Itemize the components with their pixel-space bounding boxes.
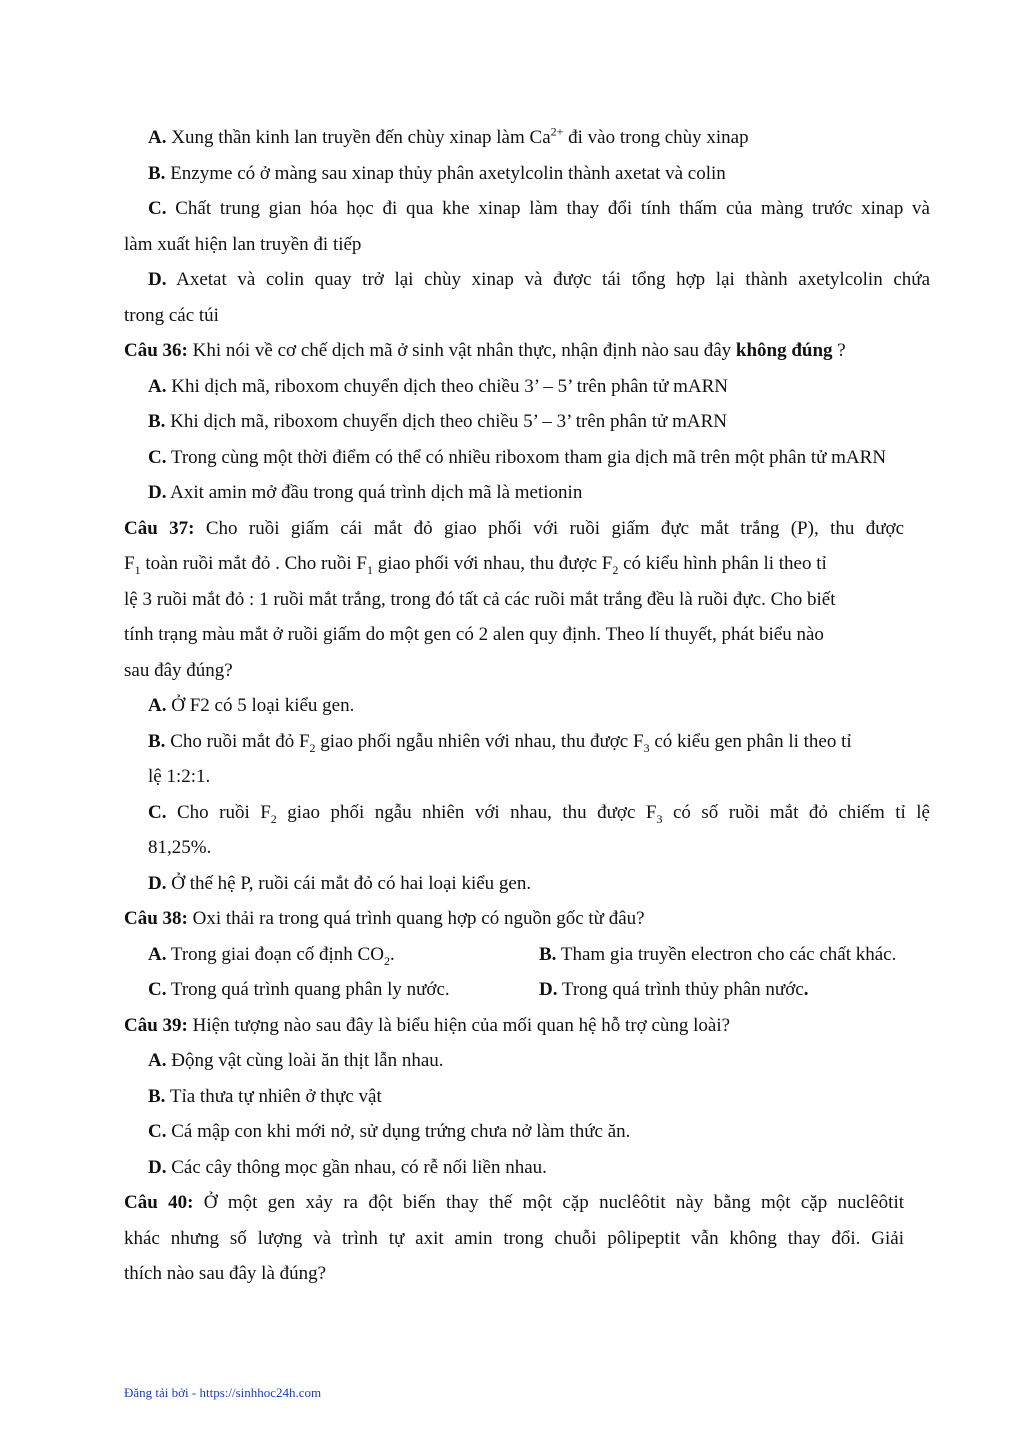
q40-stem-line2: khác nhưng số lượng và trình tự axit amin trong chuỗi pôlipeptit vẫn không thay đổi. Giải <box>124 1227 904 1249</box>
q37-option-d: D. Ở thế hệ P, ruồi cái mắt đỏ có hai loại kiểu gen. <box>148 872 532 894</box>
q37-stem-line4: tính trạng màu mắt ở ruồi giấm do một gen có 2 alen quy định. Theo lí thuyết, phát biểu nào <box>124 624 824 645</box>
q38-stem: Câu 38: Oxi thải ra trong quá trình quang hợp có nguồn gốc từ đâu? <box>124 908 645 929</box>
q36-stem: Câu 36: Khi nói về cơ chế dịch mã ở sinh vật nhân thực, nhận định nào sau đây không đúng ? <box>124 340 846 361</box>
q37-option-b: B. Cho ruồi mắt đỏ $F_2$ giao phối ngẫu nhiên với nhau, thu được $F_3$ có kiểu gen phân li theo tỉ <box>148 730 852 755</box>
q38-option-a: A. Trong giai đoạn cố định $CO_2$. <box>148 943 395 968</box>
q37-option-c: C. Cho ruồi $F_2$ giao phối ngẫu nhiên với nhau, thu được $F_3$ có số ruồi mắt đỏ chiếm tỉ lệ <box>148 801 930 826</box>
q37-option-c-cont: 81,25%. <box>148 837 212 858</box>
q37-stem-line1: Câu 37: Cho ruồi giấm cái mắt đỏ giao phối với ruồi giấm đực mắt trắng (P), thu được <box>124 517 904 539</box>
q35-option-c-cont: làm xuất hiện lan truyền đi tiếp <box>124 233 362 255</box>
q39-option-c: C. Cá mập con khi mới nở, sử dụng trứng chưa nở làm thức ăn. <box>148 1121 631 1142</box>
q36-option-d: D. Axit amin mở đầu trong quá trình dịch mã là metionin <box>148 482 583 503</box>
q37-stem-line2: $F_1$ toàn ruồi mắt đỏ . Cho ruồi $F_1$ giao phối với nhau, thu được $F_2$ có kiểu hình phân li theo tỉ <box>124 553 827 577</box>
q39-option-b: B. Tỉa thưa tự nhiên ở thực vật <box>148 1085 382 1107</box>
q37-option-a: A. Ở F2 có 5 loại kiểu gen. <box>148 695 355 716</box>
q35-option-a: A. Xung thần kinh lan truyền đến chùy xinap làm $Ca^{2+}$ đi vào trong chùy xinap <box>148 124 749 148</box>
q35-option-d-cont: trong các túi <box>124 304 219 326</box>
q40-stem-line1: Câu 40: Ở một gen xảy ra đột biến thay thế một cặp nuclêôtit này bằng một cặp nuclêôtit <box>124 1192 904 1213</box>
q38-option-b: B. Tham gia truyền electron cho các chất khác. <box>539 943 897 965</box>
q39-stem: Câu 39: Hiện tượng nào sau đây là biểu hiện của mối quan hệ hỗ trợ cùng loài? <box>124 1014 731 1036</box>
q36-option-a: A. Khi dịch mã, riboxom chuyển dịch theo chiều 3’ – 5’ trên phân tử mARN <box>148 375 729 397</box>
q37-stem-line3: lệ 3 ruồi mắt đỏ : 1 ruồi mắt trắng, trong đó tất cả các ruồi mắt trắng đều là ruồi đực. Cho biết <box>124 588 836 610</box>
q36-option-b: B. Khi dịch mã, riboxom chuyển dịch theo chiều 5’ – 3’ trên phân tử mARN <box>148 411 727 432</box>
q39-option-d: D. Các cây thông mọc gần nhau, có rễ nối liền nhau. <box>148 1156 547 1178</box>
q40-stem-line3: thích nào sau đây là đúng? <box>124 1263 327 1284</box>
q38-options-row2 <box>124 972 930 1008</box>
q37-option-b-cont: lệ 1:2:1. <box>148 766 211 787</box>
q38-options-row1 <box>124 937 930 973</box>
q37-stem-line5: sau đây đúng? <box>124 659 233 681</box>
q36-option-c: C. Trong cùng một thời điểm có thể có nhiều riboxom tham gia dịch mã trên một phân tử mARN <box>148 446 887 468</box>
q35-option-b: B. Enzyme có ở màng sau xinap thủy phân axetylcolin thành axetat và colin <box>148 162 726 184</box>
page-content <box>124 120 930 1292</box>
footer-source-link[interactable]: Đăng tải bởi - https://sinhhoc24h.com <box>124 1385 322 1400</box>
q38-option-c: C. Trong quá trình quang phân ly nước. <box>148 979 450 1000</box>
q35-option-c: C. Chất trung gian hóa học đi qua khe xinap làm thay đổi tính thấm của màng trước xinap và <box>148 198 930 219</box>
q35-option-d: D. Axetat và colin quay trở lại chùy xinap và được tái tổng hợp lại thành axetylcolin chứa <box>148 269 931 290</box>
q38-option-d: D. Trong quá trình thủy phân nước. <box>539 979 809 1000</box>
q39-option-a: A. Động vật cùng loài ăn thịt lẫn nhau. <box>148 1050 444 1071</box>
